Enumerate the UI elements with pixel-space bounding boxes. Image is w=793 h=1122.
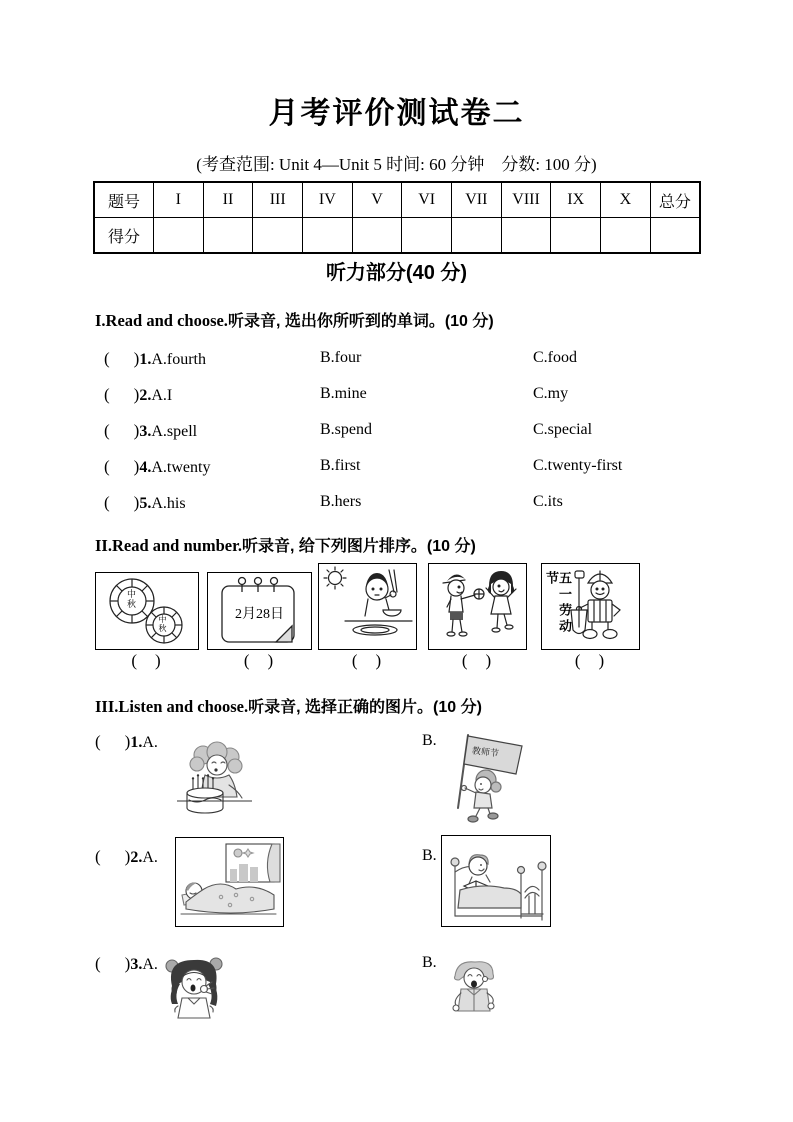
question-number: 3. [139, 423, 152, 440]
answer-bracket-close: ) [124, 732, 131, 751]
score-cell-empty [501, 218, 551, 254]
listen-picture-question-2 [95, 847, 158, 867]
gift-giving-illustration [428, 563, 527, 650]
score-table [93, 181, 701, 254]
option-c: C.its [533, 493, 563, 510]
question-number: 1. [130, 734, 143, 751]
section3-heading [95, 694, 482, 717]
bracket-close: ) [155, 651, 161, 670]
teachers-day-flag-illustration [438, 730, 533, 827]
breakfast-sunrise-icon [319, 564, 414, 647]
score-col: IV [303, 182, 353, 218]
option-b-label: B. [422, 954, 437, 971]
option-b-label: B. [422, 847, 437, 864]
girl-singing-illustration [158, 952, 230, 1034]
option-c: C.my [533, 385, 569, 402]
score-col: V [352, 182, 402, 218]
score-cell-empty [650, 218, 700, 254]
section2-heading [95, 533, 476, 556]
section3-heading-cn: 听录音, 选择正确的图片。(10 分) [248, 699, 482, 716]
answer-bracket-open: ( [104, 493, 110, 512]
option-a: A.I [151, 387, 173, 404]
woman-birthday-cake-illustration [177, 740, 252, 820]
mooncake-label: 中秋 [158, 615, 167, 633]
score-table-header-label: 题号 [94, 182, 154, 218]
labor-day-label: 五一劳动节 [544, 571, 572, 635]
listening-section-banner: 听力部分(40 分) [325, 262, 468, 284]
bracket-open: ( [243, 651, 250, 670]
option-a-label: A. [142, 734, 158, 751]
bracket-close: ) [375, 651, 382, 670]
number-blank-2 [207, 650, 310, 671]
exam-scope-line: (考查范围: Unit 4—Unit 5 时间: 60 分钟 分数: 100 分) [196, 155, 597, 174]
question-number: 4. [139, 459, 152, 476]
score-col-total: 总分 [650, 182, 700, 218]
score-cell-empty [203, 218, 253, 254]
score-row-label: 得分 [94, 218, 154, 254]
flag-label: 教师节 [471, 745, 500, 759]
score-cell-empty [601, 218, 651, 254]
answer-bracket-open: ( [95, 732, 101, 751]
question-number: 2. [130, 849, 143, 866]
question-number: 3. [130, 956, 143, 973]
option-a: A.twenty [151, 459, 211, 476]
gift-giving-icon [429, 564, 524, 647]
answer-bracket-open: ( [104, 457, 110, 476]
answer-bracket-close: ) [124, 954, 131, 973]
sleeping-night-illustration [175, 837, 284, 927]
listen-picture-question-3 [95, 954, 158, 974]
answer-bracket-close: ) [133, 493, 140, 512]
score-cell-empty [551, 218, 601, 254]
score-cell-empty [154, 218, 204, 254]
score-col: I [154, 182, 204, 218]
score-col: II [203, 182, 253, 218]
score-col: VIII [501, 182, 551, 218]
answer-bracket-close: ) [133, 349, 140, 368]
section2-heading-cn: 听录音, 给下列图片排序。(10 分) [242, 538, 476, 555]
mooncake-label: 中秋 [126, 589, 136, 609]
answer-bracket-close: ) [133, 385, 140, 404]
option-b: B.hers [320, 493, 362, 510]
listen-word-question-5 [104, 493, 704, 513]
option-c: C.food [533, 349, 577, 366]
labor-day-illustration [541, 563, 640, 650]
section1-heading-cn: 听录音, 选出你所听到的单词。(10 分) [227, 313, 494, 330]
option-b: B.four [320, 349, 362, 366]
bracket-close: ) [485, 651, 492, 670]
reading-in-bed-illustration [441, 835, 551, 927]
bracket-close: ) [267, 651, 274, 670]
score-col: IX [551, 182, 601, 218]
listen-word-question-4 [104, 457, 704, 477]
birthday-cake-icon [177, 740, 252, 820]
option-a-label: A. [142, 956, 158, 973]
listen-picture-question-1 [95, 732, 158, 752]
section3-heading-en: III.Listen and choose. [95, 697, 249, 716]
listen-word-question-2 [104, 385, 704, 405]
girl-singing-icon [158, 952, 230, 1034]
listen-word-question-1 [104, 349, 704, 369]
number-blank-5 [541, 650, 638, 671]
calendar-illustration [207, 572, 312, 650]
number-blank-3 [318, 650, 415, 671]
boy-singing-illustration [443, 956, 505, 1031]
answer-bracket-open: ( [104, 349, 110, 368]
answer-bracket-close: ) [124, 847, 131, 866]
number-blank-4 [428, 650, 525, 671]
option-a: A.spell [151, 423, 198, 440]
score-col: VI [402, 182, 452, 218]
bracket-open: ( [461, 651, 468, 670]
option-a: A.his [151, 495, 186, 512]
bracket-open: ( [574, 651, 581, 670]
option-b: B.mine [320, 385, 367, 402]
score-table-header-row [94, 182, 700, 218]
listen-word-question-3 [104, 421, 704, 441]
score-table-score-row [94, 218, 700, 254]
sleeping-icon [176, 838, 281, 924]
mooncakes-illustration [95, 572, 199, 650]
option-c: C.twenty-first [533, 457, 623, 474]
option-a-label: A. [142, 849, 158, 866]
score-cell-empty [303, 218, 353, 254]
score-col: VII [452, 182, 502, 218]
calendar-date-label: 2月28日 [235, 607, 284, 622]
bed-reading-icon [442, 836, 548, 924]
answer-bracket-close: ) [133, 457, 140, 476]
score-cell-empty [253, 218, 303, 254]
bracket-open: ( [131, 651, 137, 670]
boy-singing-icon [443, 956, 505, 1031]
section1-heading [95, 308, 494, 331]
number-blank-1 [95, 650, 197, 671]
answer-bracket-open: ( [95, 954, 101, 973]
option-a: A.fourth [151, 351, 206, 368]
section1-heading-en: I.Read and choose. [95, 311, 228, 330]
score-cell-empty [452, 218, 502, 254]
score-col: X [601, 182, 651, 218]
option-b: B.first [320, 457, 361, 474]
answer-bracket-open: ( [104, 421, 110, 440]
option-b: B.spend [320, 421, 372, 438]
mooncakes-icon [96, 573, 196, 647]
score-cell-empty [402, 218, 452, 254]
bracket-close: ) [598, 651, 605, 670]
answer-bracket-open: ( [104, 385, 110, 404]
score-col: III [253, 182, 303, 218]
section2-heading-en: II.Read and number. [95, 536, 243, 555]
question-number: 1. [139, 351, 152, 368]
score-cell-empty [352, 218, 402, 254]
option-c: C.special [533, 421, 593, 438]
answer-bracket-open: ( [95, 847, 101, 866]
question-number: 2. [139, 387, 152, 404]
option-b-label: B. [422, 732, 437, 749]
question-number: 5. [139, 495, 152, 512]
bracket-open: ( [351, 651, 358, 670]
page-title: 月考评价测试卷二 [268, 97, 525, 130]
answer-bracket-close: ) [133, 421, 140, 440]
man-eating-breakfast-illustration [318, 563, 417, 650]
